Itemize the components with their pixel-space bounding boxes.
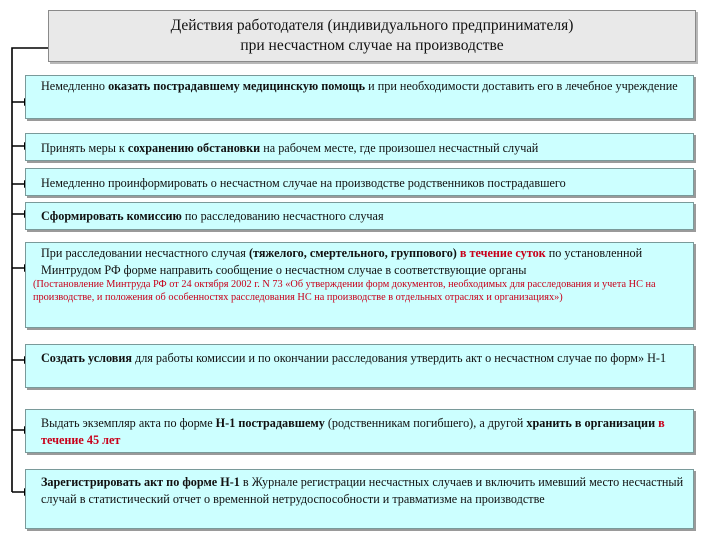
step-5-red: в течение суток — [456, 246, 546, 260]
step-4-post: по расследованию несчастного случая — [181, 209, 384, 223]
step-2-pre: Принять меры к — [41, 141, 128, 155]
step-5-bold: (тяжелого, смертельного, группового) — [248, 246, 457, 260]
title-line-1: Действия работодателя (индивидуального предпринимателя) — [170, 17, 574, 34]
title-line-2: при несчастном случае на производстве — [240, 37, 504, 54]
step-box-5 — [25, 242, 694, 328]
step-7-red: в течение 45 лет — [41, 416, 665, 447]
step-8-bold: Зарегистрировать акт по форме Н-1 — [41, 475, 240, 489]
step-1-post: и при необходимости доставить его в лечебное учреждение — [365, 79, 678, 93]
step-box-6 — [25, 344, 694, 388]
step-2-post: на рабочем месте, где произошел несчастный случай — [260, 141, 539, 155]
step-1-pre: Немедленно — [41, 79, 109, 93]
step-box-8 — [25, 469, 694, 529]
step-7-mid: (родственникам погибшего), а другой — [324, 416, 527, 430]
step-7-bold-2: хранить в организации — [526, 416, 656, 430]
step-5-pre: При расследовании несчастного случая — [41, 246, 249, 260]
step-4-bold: Сформировать комиссию — [41, 209, 182, 223]
step-2-bold: сохранению обстановки — [127, 141, 261, 155]
step-box-4 — [25, 202, 694, 230]
diagram-title — [48, 10, 696, 62]
step-3-text: Немедленно проинформировать о несчастном случае на производстве родственников пострадавшего — [41, 176, 566, 190]
step-7-pre: Выдать экземпляр акта по форме — [41, 416, 216, 430]
step-box-7 — [25, 409, 694, 453]
step-6-post: для работы комиссии и по окончании расследования утвердить акт о несчастном случае по форм» Н-1 — [131, 351, 667, 365]
step-box-2 — [25, 133, 694, 161]
step-1-bold: оказать пострадавшему медицинскую помощь — [108, 79, 366, 93]
step-5-post: по установленной Минтрудом РФ форме направить сообщение о несчастном случае в соответствующие органы — [41, 246, 643, 277]
step-6-bold: Создать условия — [41, 351, 132, 365]
step-box-3 — [25, 168, 694, 196]
step-8-post: в Журнале регистрации несчастных случаев и включить имевший место несчастный случай в статистический отчет о временной нетрудоспособности и травматизме на производстве — [41, 475, 684, 506]
step-7-bold-1: Н-1 пострадавшему — [215, 416, 325, 430]
step-box-1 — [25, 75, 694, 119]
step-5-note: (Постановление Минтруда РФ от 24 октября 2002 г. N 73 «Об утверждении форм документов, необходимых для расследования и учета НС на производстве, и положения об особенностях расследования НС на производстве в отдельных отраслях и организациях») — [33, 279, 656, 303]
